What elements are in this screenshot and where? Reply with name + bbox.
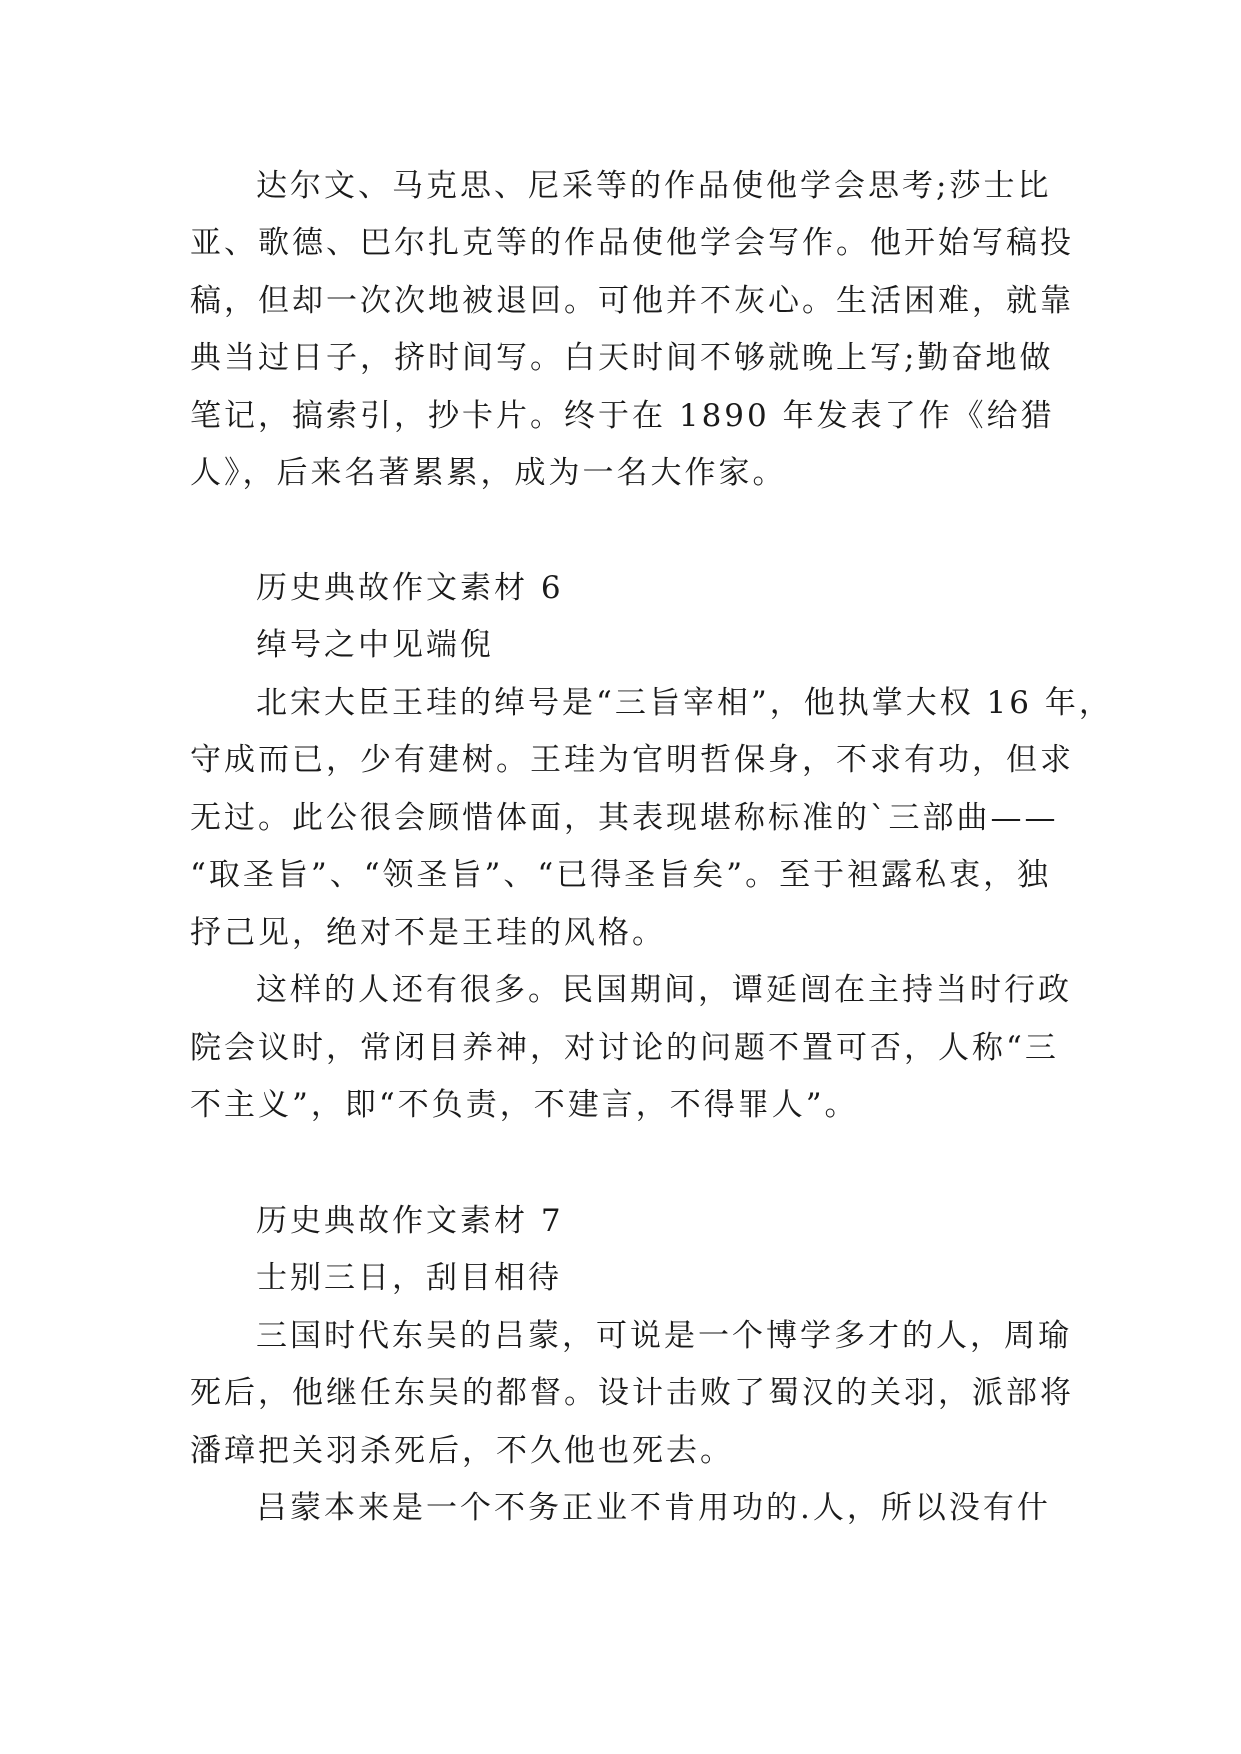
text-line: 亚、歌德、巴尔扎克等的作品使他学会写作。他开始写稿投 xyxy=(190,225,1074,261)
text-line: 三国时代东吴的吕蒙，可说是一个博学多才的人，周瑜 xyxy=(256,1318,1072,1354)
section-heading: 历史典故作文素材 6 xyxy=(256,570,564,606)
text-line: 人》，后来名著累累，成为一名大作家。 xyxy=(190,455,787,491)
text-line: 不主义”，即“不负责，不建言，不得罪人”。 xyxy=(190,1087,859,1123)
text-line: 典当过日子，挤时间写。白天时间不够就晚上写;勤奋地做 xyxy=(190,340,1054,376)
section-subtitle: 士别三日，刮目相待 xyxy=(256,1260,562,1296)
text-line: 院会议时，常闭目养神，对讨论的问题不置可否，人称“三 xyxy=(190,1030,1059,1066)
text-line: “取圣旨”、“领圣旨”、“已得圣旨矣”。至于袒露私衷，独 xyxy=(190,857,1052,893)
text-line: 无过。此公很会顾惜体面，其表现堪称标准的`三部曲—— xyxy=(190,800,1059,836)
text-line: 死后，他继任东吴的都督。设计击败了蜀汉的关羽，派部将 xyxy=(190,1375,1074,1411)
text-line: 抒己见，绝对不是王珪的风格。 xyxy=(190,915,666,951)
text-line: 吕蒙本来是一个不务正业不肯用功的.人，所以没有什 xyxy=(256,1490,1051,1526)
text-line: 守成而已，少有建树。王珪为官明哲保身，不求有功，但求 xyxy=(190,742,1074,778)
section-subtitle: 绰号之中见端倪 xyxy=(256,627,494,663)
text-line: 达尔文、马克思、尼采等的作品使他学会思考;莎士比 xyxy=(256,168,1052,204)
text-line: 稿，但却一次次地被退回。可他并不灰心。生活困难，就靠 xyxy=(190,283,1074,319)
text-line: 笔记，搞索引，抄卡片。终于在 1890 年发表了作《给猎 xyxy=(190,398,1055,434)
text-line: 潘璋把关羽杀死后，不久他也死去。 xyxy=(190,1433,734,1469)
section-heading: 历史典故作文素材 7 xyxy=(256,1203,564,1239)
text-line: 北宋大臣王珪的绰号是“三旨宰相”，他执掌大权 16 年， xyxy=(256,685,1113,721)
text-line: 这样的人还有很多。民国期间，谭延闿在主持当时行政 xyxy=(256,972,1072,1008)
